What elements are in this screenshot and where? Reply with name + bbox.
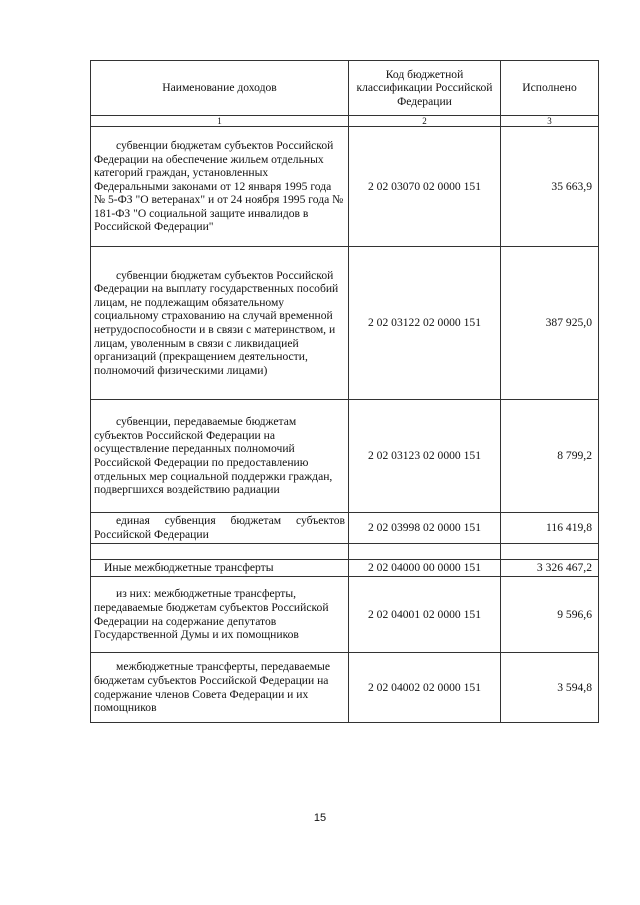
row-code: 2 02 04002 02 0000 151 <box>349 653 501 723</box>
row-code: 2 02 03070 02 0000 151 <box>349 127 501 247</box>
table-row <box>91 513 599 544</box>
column-number: 2 <box>349 116 501 127</box>
column-number: 1 <box>91 116 349 127</box>
row-name: субвенции бюджетам субъектов Российской Федерации на обеспечение жильем отдельных категорий граждан, установленных Федеральными законами от 12 января 1995 года № 5-ФЗ "О ветеранах" и от 24 ноября 1995 года № 181-ФЗ "О социальной защите инвалидов в Российской Федерации" <box>91 127 349 247</box>
header-executed: Исполнено <box>501 61 599 116</box>
empty-row <box>91 544 599 560</box>
table-row <box>91 560 599 577</box>
row-name: межбюджетные трансферты, передаваемые бюджетам субъектов Российской Федерации на содержание членов Совета Федерации и их помощников <box>91 653 349 723</box>
budget-table-container <box>90 60 598 723</box>
column-number: 3 <box>501 116 599 127</box>
row-code: 2 02 03998 02 0000 151 <box>349 513 501 544</box>
column-number-row <box>91 116 599 127</box>
row-code: 2 02 03122 02 0000 151 <box>349 247 501 400</box>
row-value: 387 925,0 <box>501 247 599 400</box>
row-name: из них: межбюджетные трансферты, передаваемые бюджетам субъектов Российской Федерации на содержание депутатов Государственной Думы и их помощников <box>91 577 349 653</box>
row-name: единая субвенция бюджетам субъектов Российской Федерации <box>91 513 349 544</box>
table-row <box>91 247 599 400</box>
row-name: субвенции бюджетам субъектов Российской Федерации на выплату государственных пособий лицам, не подлежащим обязательному социальному страхованию на случай временной нетрудоспособности и в связи с материнством, и лицам, уволенным в связи с ликвидацией организаций (прекращением деятельности, полномочий физическими лицами) <box>91 247 349 400</box>
row-code: 2 02 04001 02 0000 151 <box>349 577 501 653</box>
row-value: 3 326 467,2 <box>501 560 599 577</box>
row-value: 35 663,9 <box>501 127 599 247</box>
page-number: 15 <box>313 812 327 824</box>
row-value: 116 419,8 <box>501 513 599 544</box>
header-code: Код бюджетной классификации Российской Федерации <box>349 61 501 116</box>
revenue-table <box>90 60 599 723</box>
row-value: 9 596,6 <box>501 577 599 653</box>
table-row <box>91 127 599 247</box>
row-code: 2 02 04000 00 0000 151 <box>349 560 501 577</box>
table-row <box>91 400 599 513</box>
table-row <box>91 653 599 723</box>
row-name: субвенции, передаваемые бюджетам субъектов Российской Федерации на осуществление переданных полномочий Российской Федерации по предоставлению отдельных мер социальной поддержки граждан, подвергшихся воздействию радиации <box>91 400 349 513</box>
row-value: 3 594,8 <box>501 653 599 723</box>
header-name: Наименование доходов <box>91 61 349 116</box>
row-name: Иные межбюджетные трансферты <box>91 560 349 577</box>
table-row <box>91 577 599 653</box>
row-value: 8 799,2 <box>501 400 599 513</box>
table-header-row <box>91 61 599 116</box>
row-code: 2 02 03123 02 0000 151 <box>349 400 501 513</box>
